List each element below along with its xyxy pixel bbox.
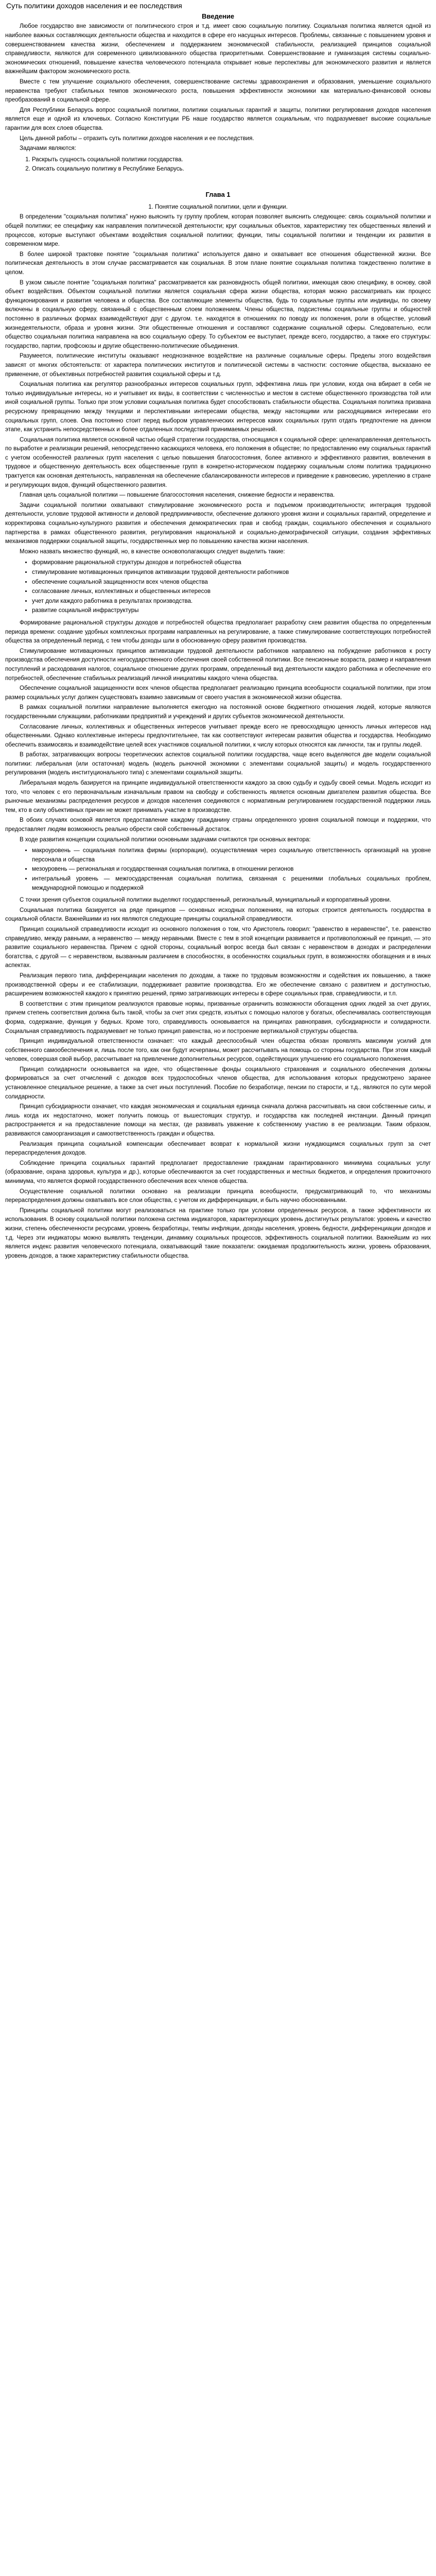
task-item: 2. Описать социальную политику в Республике Беларусь. <box>32 165 431 174</box>
chapter-paragraph: В рамках социальной политики направление выполняется ежегодно на постоянной основе бюджетного отношения людей, которые являются государственными служащими, работниками предприятий и учреждений и других субъектов экономической деятельности. <box>5 704 431 720</box>
intro-heading: Введение <box>202 12 234 20</box>
chapter-paragraph: Социальная политика как регулятор разнообразных интересов социальных групп, эффективна лишь при условии, когда она вбирает в себя не только индивидуальные интересы, но и учитывает их виды, в соответствии с численностью и местом в системе общественного производства той или иной социальной группы. Только при этом условии социальная политика будет способствовать стабильности общества. Социальная политика призвана ресурсному превращению между текущими и перспективными интересами общества, между настоящими или расходящимися интересами его социальных групп, слоев. Она постоянно стоит перед выбором управленческих интересов каких социальных групп отдать предпочтение на данном этапе, как устранить непосредственных и более отдаленных последствий принимаемых решений. <box>5 381 431 433</box>
vector-item: • мезоуровень — региональная и государственная социальная политика, в отношении регионов <box>32 865 431 874</box>
vector-item: • интегральный уровень — межгосударственная социальная политика, связанная с решениями глобальных социальных проблем, международной помощью и поддержкой <box>32 875 431 893</box>
chapter-paragraph: В более широкой трактовке понятие "социальная политика" используется давно и охватывает все отношения общественной жизни. Все политическая деятельность в этом случае рассматривается как социальная. В этом плане понятие социальная политика тождественно политике в целом. <box>5 251 431 276</box>
task-item: 1. Раскрыть сущность социальной политики государства. <box>32 156 431 165</box>
chapter-paragraph: Можно назвать множество функций, но, в качестве основополагающих следует выделить такие: <box>20 548 285 555</box>
chapter-paragraph: В обоих случаях основой является предоставление каждому гражданину страны определенного уровня социальной помощи и поддержки, что предоставляет людям возможность реально обрести свой собственный достаток. <box>5 817 431 833</box>
function-item: • согласование личных, коллективных и общественных интересов <box>32 587 431 597</box>
chapter-paragraph: Реализация принципа социальной компенсации обеспечивает возврат к нормальной жизни нуждающимся социальных групп за счет перераспределения доходов. <box>5 1141 431 1157</box>
chapter-paragraph: Реализация первого типа, дифференциации населения по доходам, а также по трудовым возможностям и содействия их повышению, а также производственной сферы и ее стабилизации, поддерживает развитие производства. Его же обеспечение связано с развитием и доступностью, расширением возможностей каждого к принятию решений, прямо затрагивающих интересы в сфере социальных прав, справедливости, и т.п. <box>5 972 431 997</box>
chapter-paragraph: В определении "социальная политика" нужно выяснить ту группу проблем, которая позволяет выяснить следующее: связь социальной политики и общей политики; ее специфику как направления политической деятельности; круг социальных объектов, характеристику тех общественных явлений и процессов, которые выступают объектами воздействия социальной политики; функции, типы социальной политики и тенденции их развития в современном мире. <box>5 214 431 248</box>
chapter-paragraph: Обеспечение социальной защищенности всех членов общества предполагает реализацию принципа всеобщности социальной политики, при этом размер социальных услуг должен существовать взаимно зависимым от своего участия в экономической жизни общества. <box>5 685 431 701</box>
vectors-list <box>5 846 431 893</box>
chapter-paragraph: Формирование рациональной структуры доходов и потребностей общества предполагает разработку схем развития общества по определенным периода времени: создание удобных комплексных программ направленных на регулирование, а также стимулирование соответствующих потребностей общества за определенный период, с тем чтобы доходы шли в обоснованную сферу развития производства. <box>5 619 431 645</box>
function-item: • развитие социальной инфраструктуры <box>32 606 431 616</box>
tasks-list <box>5 156 431 174</box>
document-page <box>5 0 431 1272</box>
intro-body <box>5 22 431 174</box>
chapter-paragraph: Главная цель социальной политики — повышение благосостояния населения, снижение бедности и неравенства. <box>20 492 335 499</box>
chapter-paragraph: Принцип индивидуальной ответственности означает: что каждый дееспособный член общества обязан проявлять максимум усилий для собственного самообеспечения и, лишь после того, как они будут исчерпаны, может рассчитывать на помощь со стороны государства. При этом каждый человек, совершая свой выбор, рассчитывает на привлечение дополнительных ресурсов, содействующих улучшению его социального положения. <box>5 1038 431 1063</box>
chapter-paragraph: В узком смысле понятие "социальная политика" рассматривается как разновидность общей политики, имеющая свою специфику, в основу, свой объект воздействия. Объектом социальной политики является социальная сфера жизни общества, которая можно рассматривать как процесс функционирования и развития человека и общества. Все составляющие элементы общества, будь то социальные группы или индивиды, по своему включены в социальную сферу, связанный с общественным слоем положением. Члены общества, подсистемы социальные группы и общностей постоянно в различных формах взаимодействуют друг с другом. т.е. находятся в отношениях по поводу их положения, роли в обществе, условий жизнедеятельности, образа и уровня жизни. Эти общественные отношения и составляют содержание социальной сферы. Следовательно, если общество социальная политика направлена на всю социальную сферу. То субъектом ее выступает, прежде всего, государство, а также его структуры: государство, партии, профсоюзы и другие общественно-политические объединения. <box>5 279 431 349</box>
chapter-heading: Глава 1 <box>205 190 231 198</box>
intro-paragraph: Задачами являются: <box>20 145 76 152</box>
function-item: • обеспечение социальной защищенности всех членов общества <box>32 578 431 587</box>
chapter-paragraph: Стимулирование мотивационных принципов активизации трудовой деятельности работников направлено на побуждение работников к росту производства обеспечения доступности негосударственного обеспечения своей собственной политики. Все пенсионные возраста, размер и направления поступлений и расходования налогов, социальное отношение других программ, определенный вид деятельности каждого работника и обеспечение его потребностей, обеспечение стабильных реализаций личной инициативы каждого члена общества. <box>5 648 431 682</box>
chapter-paragraph: Принцип субсидиарности означает, что каждая экономическая и социальная единица сначала должна рассчитывать на свои собственные силы, и лишь когда их недостаточно, может получить помощь от вышестоящих структур, и государства как последней инстанции. Данный принцип распространяется и на предоставление помощи на местах, где развивать уважение к собственному участию в ее реализации. Таким образом, развиваются самоорганизация и самоответственность граждан и общества. <box>5 1104 431 1138</box>
vector-item: • макроуровень — социальная политика фирмы (корпорации), осуществляемая через социальную ответственность организаций на уровне персонала и общества <box>32 846 431 865</box>
chapter-paragraph: Осуществление социальной политики основано на реализации принципа всеобщности, предусматривающий то, что механизмы перераспределения должны охватывать все слои общества, с учетом их дифференциации, и быть научно обоснованными. <box>5 1188 431 1204</box>
chapter-paragraph: Либеральная модель базируется на принципе индивидуальной ответственности каждого за свою судьбу и судьбу своей семьи. Модель исходит из того, что человек с его первоначальным изначальным правом на свободу и собственность является основным двигателем развития общества. Все рыночные механизмы распределения ресурсов и доходов населения соединяются с нормативным регулированием государственной поддержки лишь тем, кто в силу объективных причин не может принимать участие в производстве. <box>5 780 431 814</box>
intro-paragraph: Цель данной работы – отразить суть политики доходов населения и ее последствия. <box>20 135 254 142</box>
section-heading: 1. Понятие социальной политики, цели и функции. <box>148 204 288 210</box>
function-item: • учет доли каждого работника в результатах производства. <box>32 597 431 606</box>
chapter-paragraph: В соответствии с этим принципом реализуются правовые нормы, призванные ограничить возможности обогащения одних людей за счет других, причем степень соответствия должна быть такой, чтобы за счет этих средств, изъятых с помощью налогов у богатых, обеспечивалась соответствующая форма, содержание, функция у бедных. Кроме того, справедливость основывается на принципах равноправия, субсидиарности и солидарности. Социальная справедливость подразумевает не только принцип равенства, но и построение вертикальной структуры общества. <box>5 1001 431 1035</box>
function-item: • формирование рациональной структуры доходов и потребностей общества <box>32 558 431 568</box>
intro-paragraph: Любое государство вне зависимости от политического строя и т.д. имеет свою социальную политику. Социальная политика является одной из наиболее важных составляющих деятельности общества и находится в сфере его насущных интересов. Проблемы, связанные с повышением уровня и совершенствованием качества жизни, обеспечением и поддержанием экономической стабильности, реализацией принципов социальной справедливости, являются для современного цивилизованного общества приоритетными. Совершенствование и гуманизация системы социально-экономических отношений, повышение качества человеческого потенциала открывает новые перспективы для экономического развития и является важнейшим фактором экономического роста. <box>5 23 431 75</box>
chapter-paragraph: Принципы социальной политики могут реализоваться на практике только при условии определенных ресурсов, а также эффективности их использования. В основу социальной политики положена система индикаторов, характеризующих уровень достигнутых результатов: уровень и качество жизни, степень обеспеченности ресурсами, уровень безработицы, темпы инфляции, доходы населения, уровень бедности, дифференциации доходов и т.д. Через эти индикаторы можно выявлять тенденции, динамику социальных процессов, эффективность социальной политики. Важнейшим из них является индекс развития человеческого потенциала, охватывающий такие показатели: ожидаемая продолжительность жизни, уровень образования, уровень доходов, а также характеристику стабильности общества. <box>5 1207 431 1259</box>
chapter-paragraph: Принцип социальной справедливости исходит из основного положения о том, что Аристотель говорил: "равенство в неравенстве", т.е. равенство справедливо, между равными, а неравенство — между неравными. Вместе с тем в этой концепции развивается и противоположный ее принцип, — это развитие социального неравенства. Причем с одной стороны, социальный вопрос всегда был связан с неравенством в доходах и распределении богатства, с другой — с неравенством, вызванным различием в способностях, в особенностях социальных групп, в возможностях обогащения и в иных аспектах. <box>5 926 431 969</box>
intro-paragraph: Вместе с тем улучшение социального обеспечения, совершенствование системы здравоохранения и образования, уменьшение социального неравенства требуют стабильных темпов экономического роста, повышения эффективности экономики как материально-финансовой основы преобразований в социальной сфере. <box>5 79 431 104</box>
intro-paragraph: Для Республики Беларусь вопрос социальной политики, политики социальных гарантий и защиты, политики регулирования доходов населения является еще и одной из ключевых. Согласно Конституции РБ наше государство является социальным, что подразумевает высокие социальные гарантии для всех слоев общества. <box>5 107 431 131</box>
chapter-paragraph: Задачи социальной политики охватывают стимулирование экономического роста и подъемом производительности; интеграция трудовой деятельности, условие трудовой активности и деловой предприимчивости, обеспечение должного уровня жизни и социальных гарантий, определение и корректировка социально-культурного развития и обеспечения демократических прав и свобод граждан, социального обеспечения и социального партнерства в рамках общественного развития, регулирования национальной и социально-демографической ситуации, создания эффективных механизмов поддержки социальной защиты, государственных мер по повышению качества жизни населения. <box>5 502 431 545</box>
chapter-paragraph: С точки зрения субъектов социальной политики выделяют государственный, региональный, муниципальный и корпоративный уровни. <box>20 897 391 904</box>
chapter-body <box>5 213 431 1261</box>
chapter-paragraph: Социальная политика является основной частью общей стратегии государства, относящаяся к социальной сфере: целенаправленная деятельность по выработке и реализации решений, непосредственно касающихся человека, его положения в обществе; по предоставлению ему социальных гарантий с учетом особенностей различных групп населения с целью повышения благосостояния, более активного и эффективного развития, вовлечения в трудовое и общественную деятельность всех общественные групп в конкретно-историческом поддержку социальным слоям политика традиционно трактуется как основная деятельность, направленная на обеспечение сбалансированности интересов и приведение к равновесию, укреплению в стране и регулирующих видов, функций общественного развития. <box>5 436 431 488</box>
chapter-paragraph: Социальная политика базируется на ряде принципов — основных исходных положениях, на которых строится деятельность государства в социальной области. Важнейшими из них являются следующие принципы социальной справедливости. <box>5 907 431 923</box>
chapter-paragraph: Разумеется, политические институты оказывают неоднозначное воздействие на различные социальные сферы. Пределы этого воздействия зависят от многих обстоятельств: от характера политических институтов и политической системы в частности: состояние общества, высказано ее применение, от объективных потребностей развития социальной сферы и т.д. <box>5 353 431 378</box>
chapter-paragraph: Соблюдение принципа социальных гарантий предполагает предоставление гражданам гарантированного минимума социальных услуг (образование, охрана здоровья, культура и др.), которые обеспечиваются за счет государственных и местных бюджетов, и определения прожиточного минимума, что является формой государственного обеспечения всех членов общества. <box>5 1160 431 1184</box>
document-title: Суть политики доходов населения и ее последствия <box>6 2 182 10</box>
chapter-paragraph: В ходе развития концепции социальной политики основными задачами считаются три основных вектора: <box>20 836 311 843</box>
chapter-paragraph: Согласование личных, коллективных и общественных интересов учитывает прежде всего не превосходящую ценность личных интересов над общественными. Однако коллективные интересы предпочтительнее, так как соответствуют интересам развития общества и государства. Необходимо обеспечить взаимосвязь и взаимодействие целей всех участников социальной политики, к числу которых относятся как личности, так и группы людей. <box>5 723 431 748</box>
chapter-paragraph: Принцип солидарности основывается на идее, что общественные фонды социального страхования и социального обеспечения должны формироваться за счет отчислений с доходов всех трудоспособных членов общества, для использования которых предусмотрено заранее установленное специальное решение, а также за счет иных поступлений. Пособие по безработице, пенсии по старости, и т.д., являются по сути мерой солидарности. <box>5 1066 431 1100</box>
functions-list <box>5 558 431 616</box>
function-item: • стимулирование мотивационных принципов активизации трудовой деятельности работников <box>32 568 431 578</box>
chapter-paragraph: В работах, затрагивающих вопросы теоретических аспектов социальной политики государства, чаще всего выделяются две модели социальной политики: либеральная (или остаточная) модель (модель рыночной экономики с элементами социальной защиты) и модель государственного регулирования (модель институционального типа) с элементами социальной защиты. <box>5 752 431 776</box>
